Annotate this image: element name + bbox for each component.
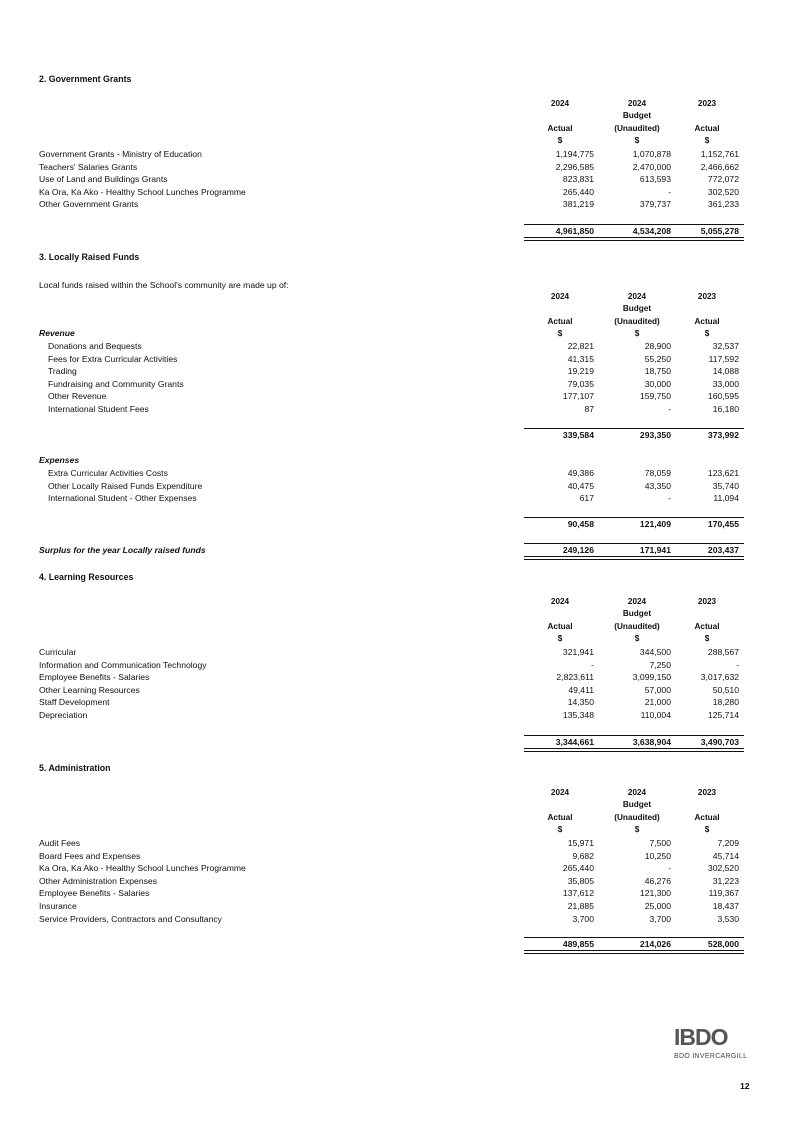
header-year: 2023 [697,597,717,606]
total-row [0,224,794,238]
value-2024-budget: 21,000 [644,697,671,708]
table-row [0,340,794,353]
value-2024-budget: 121,300 [639,888,671,899]
row-label: Ka Ora, Ka Ako - Healthy School Lunches Programme [39,186,246,197]
total-row [0,735,794,749]
value-2023-actual: 16,180 [712,403,739,414]
header-currency: $ [704,825,710,835]
value-2024-actual: 265,440 [562,186,594,197]
table-row [0,875,794,888]
value-2023-actual: 14,088 [712,366,739,377]
total-2023-actual: 170,455 [707,519,739,529]
header-budget: Budget [622,800,652,810]
header-type: Actual [694,621,720,631]
section-title: 3. Locally Raised Funds [39,252,140,262]
value-2023-actual: 772,072 [707,174,739,185]
header-year: 2024 [627,597,647,606]
header-year: 2024 [627,788,647,797]
table-row [0,887,794,900]
value-2024-actual: 177,107 [562,391,594,402]
table-row [0,353,794,366]
header-type: Actual [547,812,573,822]
value-2023-actual: 302,520 [707,186,739,197]
value-2023-actual: 31,223 [712,875,739,886]
table-row [0,492,794,505]
value-2024-budget: - [668,186,671,197]
table-row [0,684,794,697]
section-title: 5. Administration [39,763,111,773]
group-label-revenue: Revenue [39,328,75,338]
total-2024-budget: 214,026 [639,939,671,949]
value-2023-actual: 119,367 [708,888,739,899]
value-2024-budget: 55,250 [644,353,671,364]
table-body [0,148,794,211]
header-currency: $ [704,136,710,146]
value-2024-budget: 2,470,000 [632,161,671,172]
header-currency: $ [557,825,563,835]
header-currency: $ [634,329,640,339]
row-label: Service Providers, Contractors and Consultancy [39,913,222,924]
row-label: Other Administration Expenses [39,875,157,886]
value-2024-budget: 43,350 [644,480,671,491]
value-2024-budget: 110,004 [640,709,671,720]
row-label: Other Government Grants [39,199,139,210]
value-2023-actual: 33,000 [712,378,739,389]
row-label: Extra Curricular Activities Costs [48,468,168,478]
header-type: Actual [694,812,720,822]
header-budget: Budget [622,111,652,121]
table-row [0,390,794,403]
table-row [0,850,794,863]
total-2024-budget: 4,534,208 [632,226,671,236]
row-label: Use of Land and Buildings Grants [39,174,168,185]
value-2024-actual: 22,821 [567,341,594,351]
revenue-total-row [0,428,794,442]
header-year: 2024 [550,597,570,606]
value-2024-budget: 7,250 [649,659,671,670]
table-row [0,148,794,161]
total-2024-actual: 4,961,850 [555,226,594,236]
value-2023-actual: 3,017,632 [700,672,739,683]
value-2024-budget: 3,099,150 [632,672,671,683]
header-budget [675,608,739,620]
total-2023-actual: 203,437 [707,545,739,555]
header-currency: $ [557,329,563,339]
row-label: Information and Communication Technology [39,659,207,670]
header-budget [675,303,739,315]
value-2023-actual: 32,537 [712,341,739,351]
header-type: (Unaudited) [614,621,660,631]
header-budget [675,799,739,811]
section-title: 2. Government Grants [39,74,132,84]
table-row [0,671,794,684]
table-row [0,659,794,672]
value-2024-budget: 3,700 [649,913,671,924]
value-2023-actual: 302,520 [707,863,739,874]
total-2024-budget: 3,638,904 [632,737,671,747]
value-2024-budget: 7,500 [649,838,671,848]
value-2024-actual: 21,885 [567,900,594,911]
value-2023-actual: 18,437 [712,900,739,911]
row-label: Employee Benefits - Salaries [39,672,150,683]
header-currency: $ [557,634,563,644]
value-2024-budget: 30,000 [644,378,671,389]
total-double-rule [524,237,744,241]
value-2023-actual: 160,595 [707,391,739,402]
value-2024-actual: 15,971 [567,838,594,848]
value-2024-budget: 613,593 [639,174,671,185]
value-2024-actual: 265,440 [562,863,594,874]
value-2023-actual: 361,233 [707,199,739,210]
value-2023-actual: 123,621 [707,468,739,478]
total-2023-actual: 373,992 [707,430,739,440]
header-year: 2023 [697,788,717,797]
row-label: Fundraising and Community Grants [48,378,184,389]
header-year: 2023 [697,99,717,108]
row-label: Audit Fees [39,838,81,848]
value-2023-actual: 7,209 [717,838,739,848]
value-2024-actual: 79,035 [567,378,594,389]
value-2024-budget: - [668,493,671,504]
table-body [0,646,794,722]
value-2023-actual: 11,094 [713,493,739,504]
table-row [0,913,794,926]
value-2023-actual: - [736,659,739,670]
value-2024-actual: - [591,659,594,670]
surplus-label: Surplus for the year Locally raised funds [39,545,206,555]
value-2024-actual: 49,411 [568,684,594,695]
header-currency: $ [704,329,710,339]
total-2024-actual: 249,126 [562,545,594,555]
total-2023-actual: 5,055,278 [700,226,739,236]
value-2024-budget: 1,070,878 [632,149,671,159]
header-type: Actual [547,123,573,133]
row-label: Donations and Bequests [48,341,142,351]
row-label: Teachers' Salaries Grants [39,161,138,172]
value-2024-budget: 379,737 [639,199,671,210]
value-2024-budget: 46,276 [644,875,671,886]
row-label: Ka Ora, Ka Ako - Healthy School Lunches Programme [39,863,246,874]
value-2023-actual: 45,714 [712,850,739,861]
header-currency: $ [634,634,640,644]
total-2023-actual: 3,490,703 [700,737,739,747]
total-2024-budget: 171,941 [639,545,671,555]
value-2024-actual: 823,831 [562,174,594,185]
value-2024-budget: - [668,863,671,874]
value-2024-budget: 28,900 [644,341,671,351]
table-row [0,467,794,480]
value-2024-actual: 41,315 [567,353,594,364]
total-2024-budget: 121,409 [639,519,671,529]
header-year: 2024 [550,788,570,797]
bdo-logo-subtitle: BDO INVERCARGILL [674,1053,748,1060]
value-2023-actual: 3,530 [717,913,739,924]
header-type: Actual [547,621,573,631]
header-type: Actual [694,316,720,326]
value-2024-actual: 35,805 [567,875,594,886]
value-2024-actual: 2,823,611 [556,672,594,683]
section-title: 4. Learning Resources [39,572,134,582]
value-2023-actual: 50,510 [712,684,739,695]
table-row [0,403,794,416]
value-2023-actual: 288,567 [707,647,739,657]
row-label: Employee Benefits - Salaries [39,888,150,899]
row-label: Curricular [39,647,77,657]
table-row [0,837,794,850]
total-2023-actual: 528,000 [707,939,739,949]
value-2024-actual: 87 [584,403,594,414]
value-2024-actual: 40,475 [567,480,594,491]
table-body-expenses [0,467,794,505]
row-label: Insurance [39,900,77,911]
table-row [0,646,794,659]
value-2024-budget: 159,750 [639,391,671,402]
table-row [0,378,794,391]
header-year: 2024 [550,292,570,301]
value-2023-actual: 2,466,662 [700,161,739,172]
header-currency: $ [634,136,640,146]
total-double-rule [524,950,744,954]
header-year: 2023 [697,292,717,301]
total-double-rule [524,748,744,752]
header-year: 2024 [627,292,647,301]
value-2023-actual: 18,280 [712,697,739,708]
row-label: Government Grants - Ministry of Education [39,149,202,159]
section-intro: Local funds raised within the School's community are made up of: [39,280,289,290]
expenses-total-row [0,517,794,531]
table-row [0,365,794,378]
value-2024-actual: 19,219 [567,366,594,377]
value-2024-budget: 10,250 [644,850,671,861]
header-budget [528,799,592,811]
value-2024-actual: 14,350 [567,697,594,708]
header-year: 2024 [627,99,647,108]
value-2024-actual: 1,194,775 [555,149,594,159]
row-label: Staff Development [39,697,110,708]
row-label: International Student - Other Expenses [48,493,197,504]
table-row [0,161,794,174]
table-row [0,480,794,493]
surplus-row [0,543,794,557]
bdo-logo-mark: IBDO [674,1024,728,1050]
header-budget: Budget [622,609,652,619]
value-2024-actual: 321,941 [562,647,594,657]
header-type: Actual [547,316,573,326]
value-2024-actual: 2,296,585 [555,161,594,172]
total-2024-actual: 489,855 [562,939,594,949]
row-label: Other Locally Raised Funds Expenditure [48,480,203,491]
table-row [0,696,794,709]
row-label: Other Revenue [48,391,107,402]
row-label: Other Learning Resources [39,684,140,695]
value-2024-budget: - [668,403,671,414]
table-row [0,709,794,722]
table-body [0,837,794,925]
bdo-logo [674,1024,754,1060]
header-currency: $ [557,136,563,146]
header-type: (Unaudited) [614,812,660,822]
header-currency: $ [634,825,640,835]
header-budget [528,303,592,315]
table-row [0,198,794,211]
group-label-expenses: Expenses [39,455,80,465]
value-2024-budget: 78,059 [644,468,671,478]
row-label: International Student Fees [48,403,149,414]
value-2023-actual: 117,592 [708,353,739,364]
value-2023-actual: 1,152,761 [700,149,739,159]
header-budget [528,608,592,620]
total-2024-actual: 3,344,661 [555,737,594,747]
total-2024-actual: 90,458 [567,519,594,529]
table-row [0,862,794,875]
value-2023-actual: 125,714 [707,709,739,720]
header-budget [528,110,592,122]
header-type: Actual [694,123,720,133]
header-year: 2024 [550,99,570,108]
table-row [0,173,794,186]
value-2024-budget: 25,000 [644,900,671,911]
header-type: (Unaudited) [614,123,660,133]
header-budget [675,110,739,122]
total-2024-budget: 293,350 [639,430,671,440]
value-2024-actual: 381,219 [562,199,594,210]
value-2024-actual: 137,612 [562,888,594,899]
total-row [0,937,794,951]
total-double-rule [524,556,744,560]
value-2024-actual: 49,386 [567,468,594,478]
value-2023-actual: 35,740 [712,480,739,491]
row-label: Fees for Extra Curricular Activities [48,353,178,364]
header-budget: Budget [622,304,652,314]
value-2024-actual: 3,700 [572,913,594,924]
value-2024-budget: 18,750 [644,366,671,377]
page-number: 12 [740,1081,750,1091]
row-label: Depreciation [39,709,88,720]
header-type: (Unaudited) [614,316,660,326]
table-row [0,186,794,199]
value-2024-actual: 135,348 [562,709,594,720]
value-2024-budget: 344,500 [639,647,671,657]
value-2024-actual: 9,682 [572,850,594,861]
value-2024-actual: 617 [579,493,594,504]
header-currency: $ [704,634,710,644]
value-2024-budget: 57,000 [644,684,671,695]
table-row [0,900,794,913]
table-body-revenue [0,340,794,416]
total-2024-actual: 339,584 [562,430,594,440]
row-label: Trading [48,366,77,377]
row-label: Board Fees and Expenses [39,850,141,861]
